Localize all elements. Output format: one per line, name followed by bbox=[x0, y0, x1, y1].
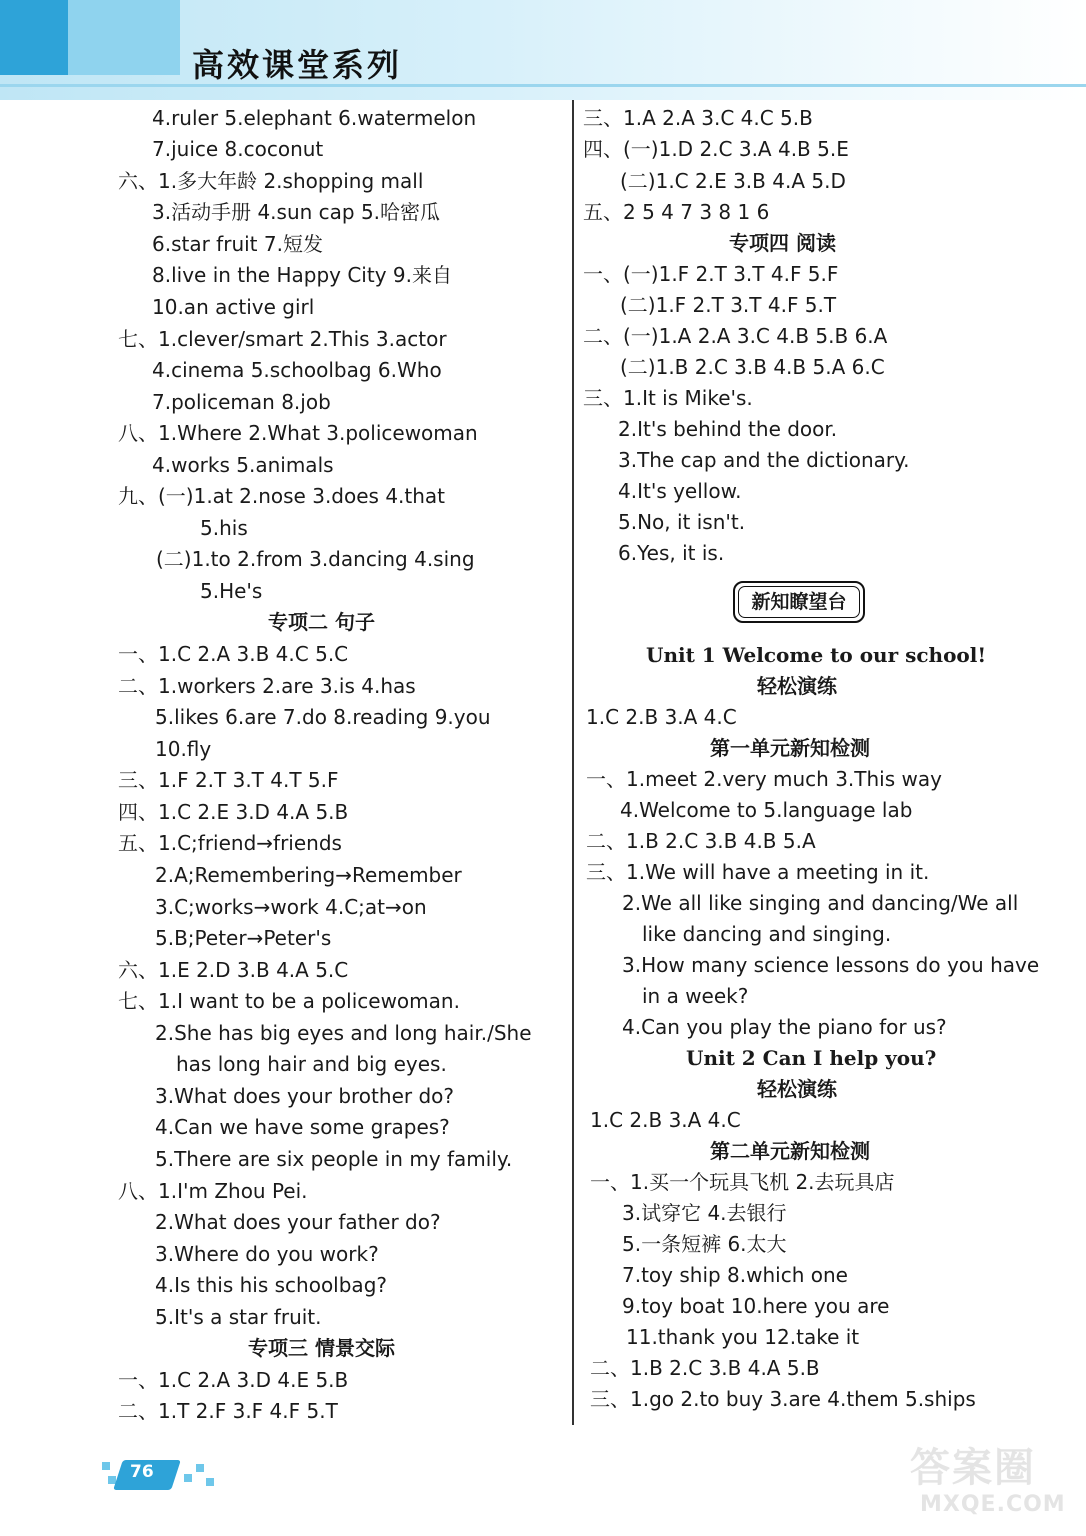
unit-title: Unit 2 Can I help you? bbox=[686, 1046, 937, 1070]
section-heading: 专项三 情景交际 bbox=[248, 1336, 395, 1360]
answer-line: 六、1.E 2.D 3.B 4.A 5.C bbox=[118, 958, 349, 982]
answer-line: 2.She has big eyes and long hair./She bbox=[155, 1021, 532, 1045]
section-heading: 专项二 句子 bbox=[268, 610, 375, 634]
answer-line: 一、(一)1.F 2.T 3.T 4.F 5.F bbox=[583, 262, 839, 286]
answer-line: 5.B;Peter→Peter's bbox=[155, 926, 332, 950]
section-box-label bbox=[733, 581, 865, 623]
answer-line: 三、1.go 2.to buy 3.are 4.them 5.ships bbox=[590, 1387, 976, 1411]
answer-line: 四、(一)1.D 2.C 3.A 4.B 5.E bbox=[583, 137, 849, 161]
column-divider bbox=[572, 100, 574, 1425]
answer-line: 4.ruler 5.elephant 6.watermelon bbox=[152, 106, 477, 130]
answer-line: 一、1.meet 2.very much 3.This way bbox=[586, 767, 942, 791]
answer-line: 4.works 5.animals bbox=[152, 453, 334, 477]
section-heading: 第二单元新知检测 bbox=[710, 1139, 870, 1163]
answer-line: 一、1.买一个玩具飞机 2.去玩具店 bbox=[590, 1170, 895, 1194]
answer-line: 二、1.T 2.F 3.F 4.F 5.T bbox=[118, 1399, 338, 1423]
answer-line: 八、1.Where 2.What 3.policewoman bbox=[118, 421, 478, 445]
answer-line: 3.How many science lessons do you have bbox=[622, 953, 1040, 977]
answer-line: (二)1.F 2.T 3.T 4.F 5.T bbox=[620, 293, 837, 317]
section-heading: 轻松演练 bbox=[757, 1077, 837, 1101]
decor-square bbox=[206, 1478, 214, 1486]
answer-line: 一、1.C 2.A 3.B 4.C 5.C bbox=[118, 642, 349, 666]
answer-line: 5.his bbox=[200, 516, 248, 540]
answer-line: 3.试穿它 4.去银行 bbox=[622, 1201, 787, 1225]
section-heading: 专项四 阅读 bbox=[729, 231, 836, 255]
answer-line: 七、1.clever/smart 2.This 3.actor bbox=[118, 327, 447, 351]
answer-line: 4.Can we have some grapes? bbox=[155, 1115, 450, 1139]
answer-line: 2.A;Remembering→Remember bbox=[155, 863, 462, 887]
answer-line: 6.Yes, it is. bbox=[618, 541, 725, 565]
answer-line: 二、1.workers 2.are 3.is 4.has bbox=[118, 674, 416, 698]
answer-line: 10.fly bbox=[155, 737, 212, 761]
answer-line: 4.It's yellow. bbox=[618, 479, 742, 503]
answer-line: 三、1.We will have a meeting in it. bbox=[586, 860, 930, 884]
answer-line: 二、1.B 2.C 3.B 4.A 5.B bbox=[590, 1356, 820, 1380]
series-title: 高效课堂系列 bbox=[192, 46, 403, 84]
answer-line: 5.He's bbox=[200, 579, 263, 603]
answer-line: 2.What does your father do? bbox=[155, 1210, 441, 1234]
page-header bbox=[0, 0, 1086, 100]
answer-line: has long hair and big eyes. bbox=[176, 1052, 447, 1076]
watermark bbox=[880, 1430, 1080, 1530]
section-heading: 轻松演练 bbox=[757, 674, 837, 698]
decor-square bbox=[196, 1464, 204, 1472]
answer-line: 2.It's behind the door. bbox=[618, 417, 838, 441]
answer-line: 5.一条短裤 6.太大 bbox=[622, 1232, 787, 1256]
watermark-url: MXQE.COM bbox=[920, 1492, 1066, 1517]
decor-square bbox=[102, 1462, 110, 1470]
page-number: 76 bbox=[130, 1462, 154, 1482]
answer-line: (二)1.to 2.from 3.dancing 4.sing bbox=[156, 547, 475, 571]
answer-line: in a week? bbox=[642, 984, 749, 1008]
answer-line: 3.The cap and the dictionary. bbox=[618, 448, 910, 472]
answer-line: 5.likes 6.are 7.do 8.reading 9.you bbox=[155, 705, 491, 729]
answer-line: like dancing and singing. bbox=[642, 922, 892, 946]
answer-line: 8.live in the Happy City 9.来自 bbox=[152, 263, 452, 287]
page-number-badge bbox=[100, 1456, 220, 1496]
header-block-dark bbox=[0, 0, 68, 75]
answer-line: 六、1.多大年龄 2.shopping mall bbox=[118, 169, 424, 193]
answer-line: 九、(一)1.at 2.nose 3.does 4.that bbox=[118, 484, 446, 508]
answer-line: (二)1.C 2.E 3.B 4.A 5.D bbox=[620, 169, 846, 193]
answer-line: 二、1.B 2.C 3.B 4.B 5.A bbox=[586, 829, 816, 853]
answer-line: 10.an active girl bbox=[152, 295, 315, 319]
answer-line: 三、1.F 2.T 3.T 4.T 5.F bbox=[118, 768, 339, 792]
header-rule bbox=[0, 84, 1086, 87]
header-block-light bbox=[68, 0, 180, 75]
answer-line: 1.C 2.B 3.A 4.C bbox=[586, 705, 737, 729]
answer-line: 3.C;works→work 4.C;at→on bbox=[155, 895, 427, 919]
answer-line: 7.juice 8.coconut bbox=[152, 137, 324, 161]
answer-line: 1.C 2.B 3.A 4.C bbox=[590, 1108, 741, 1132]
answer-line: 3.What does your brother do? bbox=[155, 1084, 454, 1108]
answer-line: 二、(一)1.A 2.A 3.C 4.B 5.B 6.A bbox=[583, 324, 888, 348]
answer-line: 7.toy ship 8.which one bbox=[622, 1263, 848, 1287]
answer-line: 4.Welcome to 5.language lab bbox=[620, 798, 913, 822]
answer-line: (二)1.B 2.C 3.B 4.B 5.A 6.C bbox=[620, 355, 885, 379]
answer-line: 3.Where do you work? bbox=[155, 1242, 379, 1266]
answer-line: 7.policeman 8.job bbox=[152, 390, 331, 414]
answer-line: 三、1.A 2.A 3.C 4.C 5.B bbox=[583, 106, 813, 130]
answer-line: 3.活动手册 4.sun cap 5.哈密瓜 bbox=[152, 200, 441, 224]
unit-title: Unit 1 Welcome to our school! bbox=[646, 643, 987, 667]
answer-line: 5.There are six people in my family. bbox=[155, 1147, 513, 1171]
answer-line: 七、1.I want to be a policewoman. bbox=[118, 989, 460, 1013]
answer-line: 4.Can you play the piano for us? bbox=[622, 1015, 947, 1039]
answer-line: 5.No, it isn't. bbox=[618, 510, 746, 534]
answer-line: 三、1.It is Mike's. bbox=[583, 386, 753, 410]
answer-line: 11.thank you 12.take it bbox=[626, 1325, 860, 1349]
decor-square bbox=[184, 1474, 192, 1482]
section-heading: 第一单元新知检测 bbox=[710, 736, 870, 760]
answer-line: 一、1.C 2.A 3.D 4.E 5.B bbox=[118, 1368, 349, 1392]
answer-line: 五、2 5 4 7 3 8 1 6 bbox=[583, 200, 770, 224]
answer-line: 5.It's a star fruit. bbox=[155, 1305, 322, 1329]
answer-line: 八、1.I'm Zhou Pei. bbox=[118, 1179, 308, 1203]
answer-line: 2.We all like singing and dancing/We all bbox=[622, 891, 1019, 915]
answer-line: 9.toy boat 10.here you are bbox=[622, 1294, 890, 1318]
answer-line: 五、1.C;friend→friends bbox=[118, 831, 342, 855]
answer-line: 4.Is this his schoolbag? bbox=[155, 1273, 388, 1297]
section-box-text: 新知瞭望台 bbox=[738, 586, 860, 618]
answer-line: 6.star fruit 7.短发 bbox=[152, 232, 323, 256]
answer-line: 4.cinema 5.schoolbag 6.Who bbox=[152, 358, 442, 382]
watermark-logo-text: 答案圈 bbox=[910, 1445, 1036, 1491]
answer-line: 四、1.C 2.E 3.D 4.A 5.B bbox=[118, 800, 349, 824]
